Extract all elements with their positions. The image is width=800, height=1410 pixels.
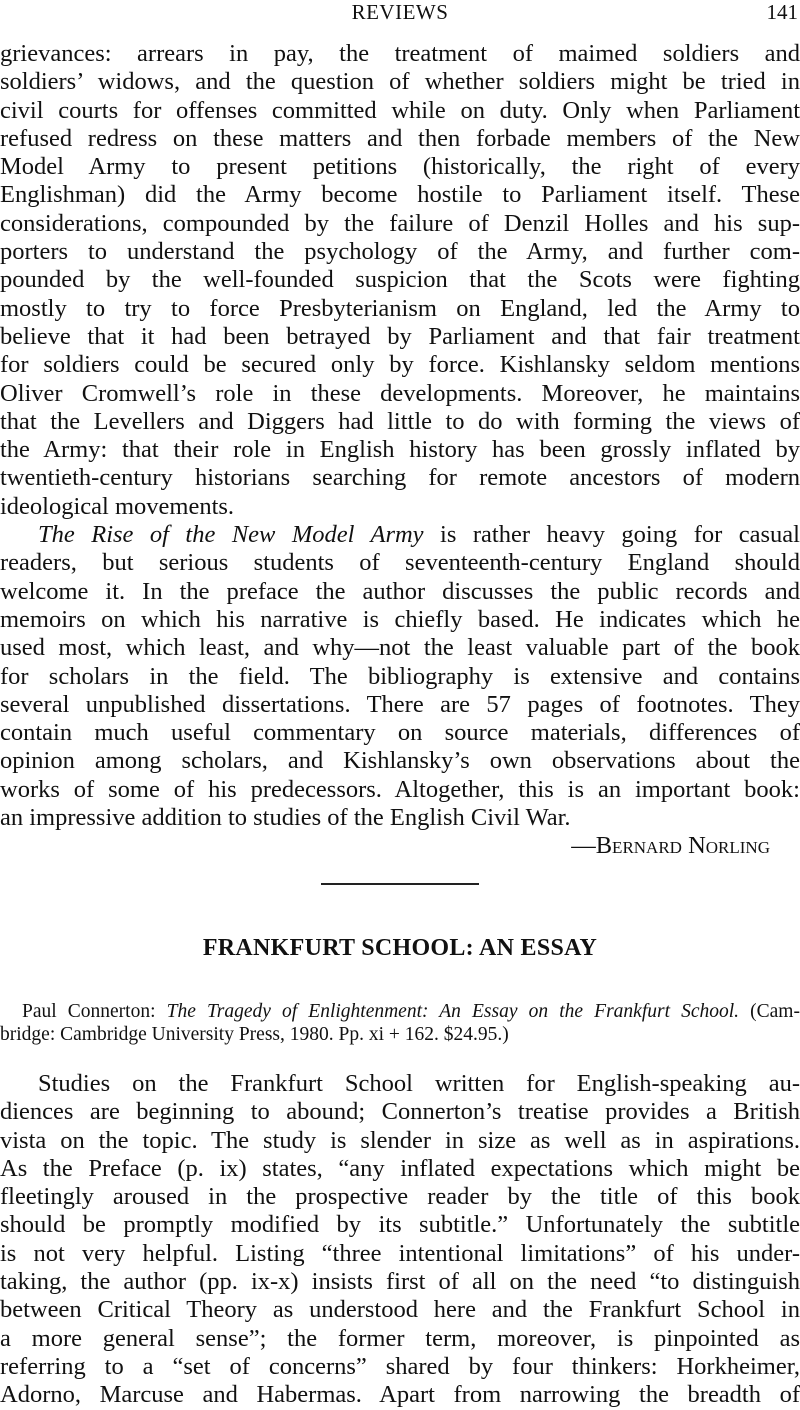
text-line: diences are beginning to abound; Connerton’s treatise provides a British	[0, 1098, 800, 1126]
text-line: Studies on the Frankfurt School written for English-speaking au-	[38, 1070, 800, 1097]
text-line: memoirs on which his narrative is chiefly based. He indicates which he	[0, 605, 800, 633]
citation-text: (Cam-	[739, 1001, 800, 1022]
text-line: As the Preface (p. ix) states, “any inflated expectations which might be	[0, 1154, 800, 1182]
text-line: Adorno, Marcuse and Habermas. Apart from narrowing the breadth of	[0, 1381, 800, 1409]
section-divider	[321, 883, 479, 885]
text-line: a more general sense”; the former term, moreover, is pinpointed as	[0, 1324, 800, 1352]
text-line: porters to understand the psychology of the Army, and further com-	[0, 238, 800, 266]
book-title-italic: The Rise of the New Model Army	[38, 521, 424, 549]
text-line: for soldiers could be secured only by force. Kishlansky seldom mentions	[0, 351, 800, 379]
citation-line	[0, 1000, 800, 1023]
text-line: between Critical Theory as understood here and the Frankfurt School in	[0, 1296, 800, 1324]
review-frankfurt-body	[0, 1070, 800, 1410]
text-line: mostly to try to force Presbyterianism on England, led the Army to	[0, 294, 800, 322]
text-line: should be promptly modified by its subtitle.” Unfortunately the subtitle	[0, 1211, 800, 1239]
book-citation	[0, 1000, 800, 1046]
text-line: taking, the author (pp. ix-x) insists first of all on the need “to distinguish	[0, 1268, 800, 1296]
running-head: REVIEWS	[351, 0, 449, 24]
text-line: twentieth-century historians searching for remote ancestors of modern	[0, 464, 800, 492]
text-line: readers, but serious students of seventeenth-century England should	[0, 549, 800, 577]
citation-book-title: The Tragedy of Enlightenment: An Essay on the Frankfurt School.	[166, 1001, 740, 1022]
section-title: FRANKFURT SCHOOL: AN ESSAY	[202, 935, 598, 961]
text-line: believe that it had been betrayed by Parliament and that fair treatment	[0, 322, 800, 350]
text-line: used most, which least, and why—not the least valuable part of the book	[0, 634, 800, 662]
text-line: referring to a “set of concerns” shared by four thinkers: Horkheimer,	[0, 1352, 800, 1380]
review-norling-body	[0, 40, 800, 861]
text-run: is rather heavy going for casual	[423, 521, 800, 549]
text-line: opinion among scholars, and Kishlansky’s own observations about the	[0, 747, 800, 775]
text-line: refused redress on these matters and then forbade members of the New	[0, 124, 800, 152]
text-line: that the Levellers and Diggers had little to do with forming the views of	[0, 407, 800, 435]
text-line: considerations, compounded by the failure of Denzil Holles and his sup-	[0, 209, 800, 237]
text-line: works of some of his predecessors. Altogether, this is an important book:	[0, 775, 800, 803]
text-line: grievances: arrears in pay, the treatment of maimed soldiers and	[0, 40, 800, 67]
text-line: civil courts for offenses committed while on duty. Only when Parliament	[0, 96, 800, 124]
page-number: 141	[766, 0, 798, 24]
text-line: an impressive addition to studies of the English Civil War.	[0, 804, 571, 832]
text-line: soldiers’ widows, and the question of whether soldiers might be tried in	[0, 68, 800, 96]
text-line: Model Army to present petitions (historically, the right of every	[0, 153, 800, 181]
text-line: fleetingly aroused in the prospective reader by the title of this book	[0, 1183, 800, 1211]
text-line: for scholars in the field. The bibliography is extensive and contains	[0, 662, 800, 690]
text-line: the Army: that their role in English history has been grossly inflated by	[0, 436, 800, 464]
citation-line: bridge: Cambridge University Press, 1980. Pp. xi + 162. $24.95.)	[0, 1024, 509, 1045]
page-header	[0, 0, 800, 26]
text-line: is not very helpful. Listing “three intentional limitations” of his under-	[0, 1239, 800, 1267]
text-line: Englishman) did the Army become hostile to Parliament itself. These	[0, 181, 800, 209]
citation-author: Paul Connerton:	[22, 1001, 167, 1022]
text-line: ideological movements.	[0, 492, 235, 520]
text-line: several unpublished dissertations. There are 57 pages of footnotes. They	[0, 690, 800, 718]
paragraph-first-line	[0, 521, 800, 549]
text-line: vista on the topic. The study is slender in size as well as in aspirations.	[0, 1126, 800, 1154]
text-line: welcome it. In the preface the author discusses the public records and	[0, 577, 800, 605]
text-line: Oliver Cromwell’s role in these developments. Moreover, he maintains	[0, 379, 800, 407]
text-line: pounded by the well-founded suspicion that the Scots were fighting	[0, 266, 800, 294]
text-line: contain much useful commentary on source materials, differences of	[0, 719, 800, 747]
reviewer-signature: —Bernard Norling	[571, 832, 770, 860]
